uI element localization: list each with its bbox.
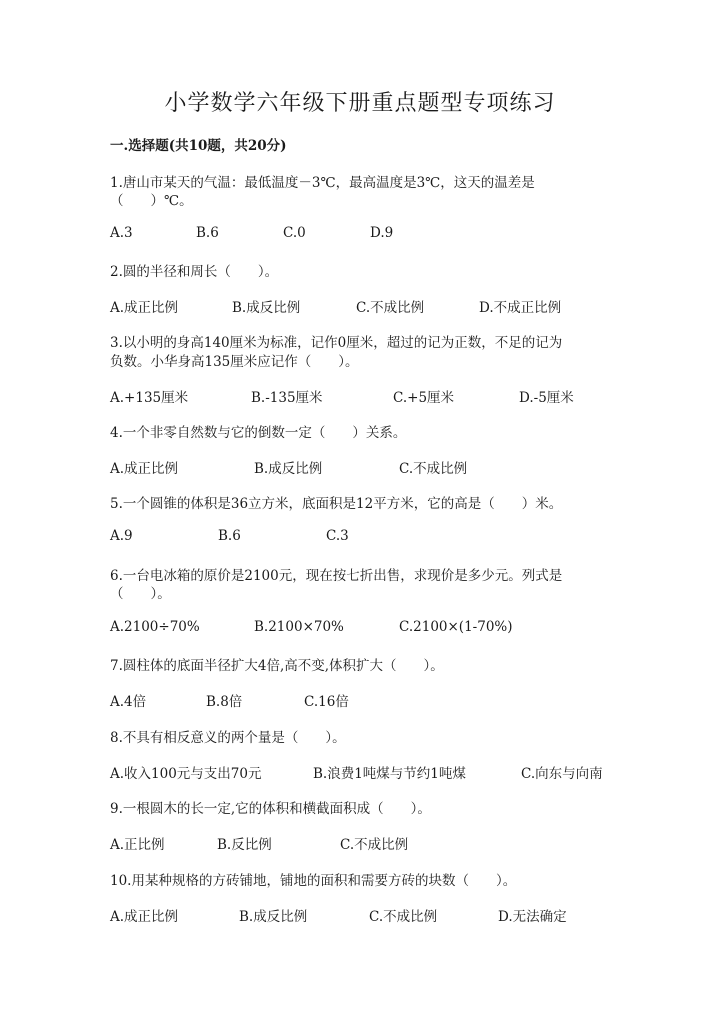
question-9-option-a: A.正比例	[110, 837, 165, 853]
question-6-option-c: C.2100×(1-70%)	[399, 619, 513, 635]
question-5-option-b: B.6	[218, 528, 241, 544]
question-10-option-b: B.成反比例	[239, 909, 308, 925]
question-8-option-c: C.向东与向南	[521, 766, 603, 782]
question-8-option-a: A.收入100元与支出70元	[110, 766, 262, 782]
question-3-text: 3.以小明的身高140厘米为标准，记作0厘米，超过的记为正数，不足的记为	[110, 335, 563, 351]
question-4-text: 4.一个非零自然数与它的倒数一定（ ）关系。	[110, 425, 407, 441]
question-1-text-cont: （ ）℃。	[110, 193, 193, 209]
question-4-option-a: A.成正比例	[110, 461, 179, 477]
question-9-text: 9.一根圆木的长一定,它的体积和横截面积成（ ）。	[110, 801, 431, 817]
question-3-option-c: C.+5厘米	[393, 390, 455, 406]
question-5-option-c: C.3	[326, 528, 349, 544]
question-1-option-b: B.6	[196, 225, 219, 241]
question-10-option-d: D.无法确定	[498, 909, 567, 925]
question-9-option-c: C.不成比例	[340, 837, 409, 853]
question-7-option-b: B.8倍	[206, 694, 243, 710]
question-7-option-c: C.16倍	[304, 694, 349, 710]
question-2-option-a: A.成正比例	[110, 300, 179, 316]
question-6-text-cont: （ ）。	[110, 586, 171, 602]
question-1-text: 1.唐山市某天的气温：最低温度－3℃，最高温度是3℃，这天的温差是	[110, 175, 535, 191]
question-1-option-a: A.3	[110, 225, 133, 241]
question-7-text: 7.圆柱体的底面半径扩大4倍,高不变,体积扩大（ ）。	[110, 658, 444, 674]
question-1-option-d: D.9	[370, 225, 394, 241]
question-8-text: 8.不具有相反意义的两个量是（ ）。	[110, 730, 346, 746]
question-5-text: 5.一个圆锥的体积是36立方米，底面积是12平方米，它的高是（ ）米。	[110, 496, 563, 512]
question-2-option-c: C.不成比例	[356, 300, 425, 316]
question-3-text-cont: 负数。小华身高135厘米应记作（ ）。	[110, 354, 359, 370]
question-1-option-c: C.0	[283, 225, 306, 241]
question-2-option-b: B.成反比例	[232, 300, 301, 316]
question-9-option-b: B.反比例	[217, 837, 272, 853]
question-10-option-a: A.成正比例	[110, 909, 179, 925]
question-3-option-a: A.+135厘米	[110, 390, 189, 406]
question-3-option-b: B.-135厘米	[251, 390, 323, 406]
question-6-option-a: A.2100÷70%	[110, 619, 200, 635]
question-4-option-c: C.不成比例	[399, 461, 468, 477]
question-2-text: 2.圆的半径和周长（ ）。	[110, 264, 279, 280]
question-6-option-b: B.2100×70%	[254, 619, 344, 635]
question-8-option-b: B.浪费1吨煤与节约1吨煤	[313, 766, 466, 782]
question-10-option-c: C.不成比例	[369, 909, 438, 925]
question-7-option-a: A.4倍	[110, 694, 147, 710]
question-10-text: 10.用某种规格的方砖铺地，铺地的面积和需要方砖的块数（ ）。	[110, 873, 517, 889]
page-title: 小学数学六年级下册重点题型专项练习	[164, 91, 556, 116]
question-4-option-b: B.成反比例	[254, 461, 323, 477]
question-2-option-d: D.不成正比例	[479, 300, 562, 316]
question-3-option-d: D.-5厘米	[519, 390, 574, 406]
section-heading: 一.选择题(共10题，共20分)	[110, 138, 287, 154]
question-6-text: 6.一台电冰箱的原价是2100元，现在按七折出售，求现价是多少元。列式是	[110, 568, 563, 584]
question-5-option-a: A.9	[110, 528, 133, 544]
